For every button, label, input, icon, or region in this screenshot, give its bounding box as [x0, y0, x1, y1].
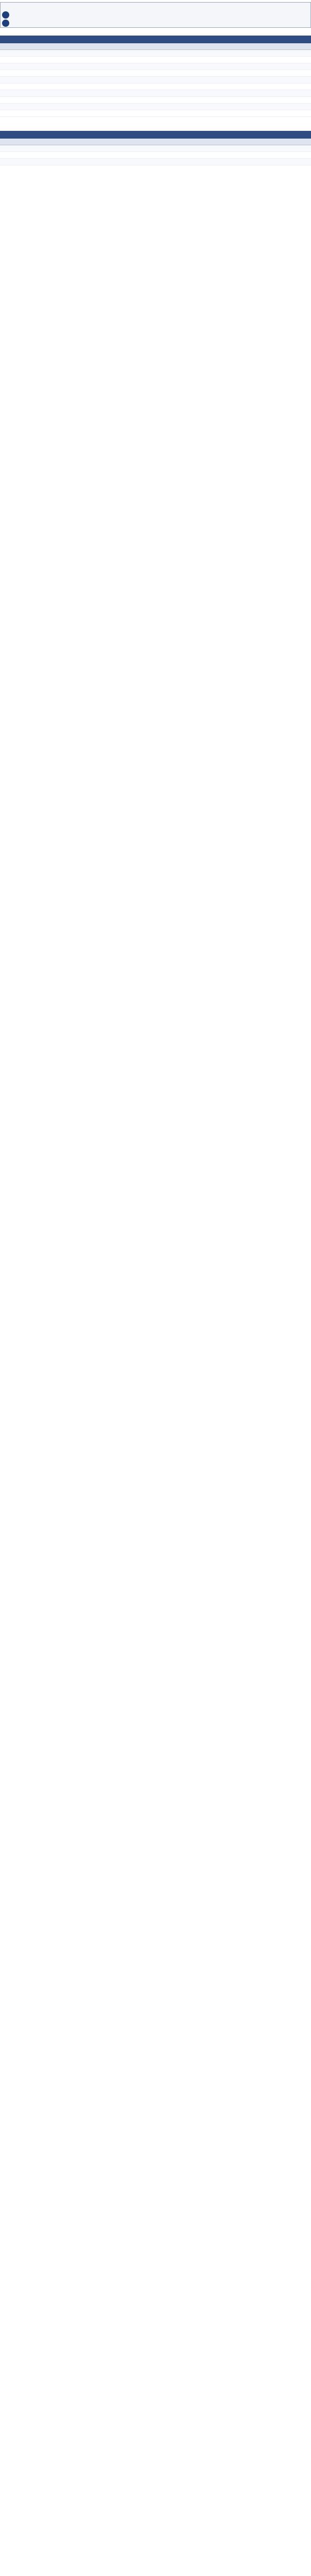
batting-stat-cell: [280, 63, 311, 70]
batting-stat-cell: [185, 83, 216, 90]
inning-runs: [272, 19, 290, 28]
batting-stat-cell: [248, 83, 280, 90]
inning-runs: [105, 19, 123, 28]
player-name-link[interactable]: [0, 152, 91, 159]
inning-label: [272, 3, 290, 11]
batting-stat-cell: [153, 57, 185, 63]
batting-stat-cell: [122, 97, 153, 104]
batting-row: [0, 104, 311, 110]
pitching-stat-cell: [229, 152, 256, 159]
pitching-stat-cell: [284, 152, 311, 159]
game-notes: [0, 117, 311, 129]
pitching-stat-cell: [284, 159, 311, 165]
team-cell: [1, 19, 87, 28]
linescore-home-row: [1, 19, 311, 28]
batting-stat-cell: [280, 90, 311, 97]
player-name-link[interactable]: [0, 70, 91, 77]
player-name-link[interactable]: [0, 77, 91, 83]
pitching-stat-cell: [256, 152, 284, 159]
pitching-stat-cell: [229, 145, 256, 152]
batting-table: [0, 43, 311, 117]
pitching-stat-cell: [256, 145, 284, 152]
inning-runs: [142, 11, 160, 19]
player-name-link[interactable]: [0, 97, 91, 104]
inning-runs: [235, 11, 253, 19]
batting-stat-cell: [122, 83, 153, 90]
pitching-column-header: [284, 139, 311, 145]
batting-stat-cell: [153, 70, 185, 77]
batting-stat-cell: [122, 104, 153, 110]
inning-runs: [290, 19, 310, 28]
inning-label: [160, 3, 179, 11]
pitching-column-header: [146, 139, 174, 145]
player-name-link[interactable]: [0, 159, 91, 165]
inning-runs: [198, 19, 216, 28]
batting-stat-cell: [122, 110, 153, 117]
batting-stat-cell: [153, 83, 185, 90]
batting-column-header: [0, 43, 91, 50]
batting-stat-cell: [248, 63, 280, 70]
batting-row: [0, 90, 311, 97]
batting-stat-cell: [217, 63, 248, 70]
pitching-stat-cell: [146, 145, 174, 152]
batting-row: [0, 70, 311, 77]
inning-runs: [235, 19, 253, 28]
batting-column-header: [185, 43, 216, 50]
batting-stat-cell: [280, 110, 311, 117]
batting-stat-cell: [122, 63, 153, 70]
batting-stat-cell: [122, 70, 153, 77]
pitching-table: [0, 139, 311, 165]
batting-stat-cell: [185, 110, 216, 117]
inning-runs: [86, 19, 105, 28]
pitching-stat-cell: [146, 152, 174, 159]
inning-runs: [253, 19, 272, 28]
batting-stat-cell: [185, 63, 216, 70]
player-name-link[interactable]: [0, 57, 91, 63]
linescore-header-row: [1, 3, 311, 11]
pitching-stat-cell: [174, 159, 201, 165]
pitching-column-header: [91, 139, 118, 145]
batting-stat-cell: [217, 90, 248, 97]
team-logo-icon: [2, 20, 9, 27]
inning-runs: [179, 19, 198, 28]
pitching-stat-cell: [201, 159, 229, 165]
batting-row: [0, 50, 311, 57]
inning-runs: [86, 11, 105, 19]
pitching-column-header: [0, 139, 91, 145]
pitching-stat-cell: [91, 152, 118, 159]
linescore-table: [0, 2, 311, 28]
pitching-column-header: [201, 139, 229, 145]
batting-stat-cell: [91, 77, 122, 83]
batting-stat-cell: [248, 50, 280, 57]
inning-runs: [272, 11, 290, 19]
batting-stat-cell: [185, 70, 216, 77]
inning-runs: [142, 19, 160, 28]
inning-runs: [290, 11, 310, 19]
batting-header-row: [0, 43, 311, 50]
linescore-away-row: [1, 11, 311, 19]
batting-stat-cell: [280, 97, 311, 104]
inning-runs: [216, 11, 235, 19]
batting-row: [0, 63, 311, 70]
pitching-column-header: [174, 139, 201, 145]
inning-label: [216, 3, 235, 11]
pitching-stat-cell: [229, 159, 256, 165]
inning-runs: [198, 11, 216, 19]
inning-runs: [123, 11, 142, 19]
pitching-column-header: [256, 139, 284, 145]
pitching-row: [0, 159, 311, 165]
batting-row: [0, 77, 311, 83]
batting-stat-cell: [91, 83, 122, 90]
batting-stat-cell: [122, 77, 153, 83]
batting-stat-cell: [153, 110, 185, 117]
batting-stat-cell: [91, 90, 122, 97]
batting-stat-cell: [217, 77, 248, 83]
batting-stat-cell: [91, 110, 122, 117]
batting-stat-cell: [122, 50, 153, 57]
batting-stat-cell: [248, 77, 280, 83]
batting-stat-cell: [217, 104, 248, 110]
batting-stat-cell: [185, 104, 216, 110]
pitching-section-title: [0, 131, 311, 139]
pitching-stat-cell: [118, 152, 146, 159]
batting-stat-cell: [217, 83, 248, 90]
inning-runs: [123, 19, 142, 28]
inning-label: [290, 3, 310, 11]
linescore-corner: [1, 3, 87, 11]
batting-stat-cell: [91, 70, 122, 77]
batting-stat-cell: [280, 77, 311, 83]
boxscore-page: [0, 0, 311, 173]
pitching-row: [0, 145, 311, 152]
batting-stat-cell: [153, 50, 185, 57]
pitching-stat-cell: [201, 152, 229, 159]
batting-stat-cell: [153, 104, 185, 110]
batting-stat-cell: [185, 97, 216, 104]
batting-row: [0, 83, 311, 90]
pitching-column-header: [118, 139, 146, 145]
batting-stat-cell: [248, 70, 280, 77]
player-name-link[interactable]: [0, 110, 91, 117]
pitching-column-header: [229, 139, 256, 145]
batting-stat-cell: [91, 97, 122, 104]
inning-label: [105, 3, 123, 11]
team-logo-icon: [2, 11, 9, 19]
inning-label: [179, 3, 198, 11]
game-boxscore: [0, 2, 311, 165]
pitching-stat-cell: [91, 145, 118, 152]
batting-stat-cell: [248, 104, 280, 110]
batting-stat-cell: [248, 57, 280, 63]
batting-stat-cell: [217, 70, 248, 77]
pitching-stat-cell: [201, 145, 229, 152]
player-name-link[interactable]: [0, 63, 91, 70]
pitching-stat-cell: [118, 145, 146, 152]
player-name-link[interactable]: [0, 83, 91, 90]
batting-stat-cell: [185, 77, 216, 83]
batting-stat-cell: [91, 57, 122, 63]
batting-stat-cell: [248, 90, 280, 97]
pitching-stat-cell: [146, 159, 174, 165]
player-name-link[interactable]: [0, 50, 91, 57]
batting-stat-cell: [153, 90, 185, 97]
pitching-stat-cell: [118, 159, 146, 165]
inning-label: [235, 3, 253, 11]
batting-stat-cell: [153, 77, 185, 83]
batting-stat-cell: [248, 110, 280, 117]
inning-label: [123, 3, 142, 11]
inning-label: [253, 3, 272, 11]
batting-stat-cell: [217, 97, 248, 104]
batting-row: [0, 57, 311, 63]
inning-runs: [160, 19, 179, 28]
batting-stat-cell: [185, 90, 216, 97]
batting-stat-cell: [91, 63, 122, 70]
inning-runs: [179, 11, 198, 19]
batting-column-header: [91, 43, 122, 50]
batting-section-title: [0, 36, 311, 43]
inning-runs: [160, 11, 179, 19]
inning-label: [86, 3, 105, 11]
inning-runs: [216, 19, 235, 28]
batting-stat-cell: [153, 63, 185, 70]
player-name-link[interactable]: [0, 104, 91, 110]
batting-stat-cell: [280, 104, 311, 110]
pitching-stat-cell: [91, 159, 118, 165]
batting-stat-cell: [248, 97, 280, 104]
batting-stat-cell: [185, 50, 216, 57]
batting-row: [0, 97, 311, 104]
pitching-row: [0, 152, 311, 159]
player-name-link[interactable]: [0, 90, 91, 97]
batting-stat-cell: [122, 57, 153, 63]
pitching-stat-cell: [284, 145, 311, 152]
batting-stat-cell: [185, 57, 216, 63]
batting-stat-cell: [153, 97, 185, 104]
batting-stat-cell: [217, 57, 248, 63]
batting-stat-cell: [280, 57, 311, 63]
team-cell: [1, 11, 87, 19]
batting-column-header: [280, 43, 311, 50]
batting-stat-cell: [280, 70, 311, 77]
inning-runs: [105, 11, 123, 19]
batting-column-header: [122, 43, 153, 50]
batting-stat-cell: [217, 110, 248, 117]
batting-row: [0, 110, 311, 117]
game-info: [0, 29, 311, 34]
batting-column-header: [217, 43, 248, 50]
batting-stat-cell: [217, 50, 248, 57]
player-name-link[interactable]: [0, 145, 91, 152]
pitching-stat-cell: [174, 145, 201, 152]
batting-stat-cell: [122, 90, 153, 97]
pitching-header-row: [0, 139, 311, 145]
batting-column-header: [153, 43, 185, 50]
batting-stat-cell: [91, 50, 122, 57]
batting-stat-cell: [280, 50, 311, 57]
inning-label: [198, 3, 216, 11]
batting-stat-cell: [91, 104, 122, 110]
inning-runs: [253, 11, 272, 19]
inning-label: [142, 3, 160, 11]
batting-column-header: [248, 43, 280, 50]
batting-stat-cell: [280, 83, 311, 90]
pitching-stat-cell: [256, 159, 284, 165]
pitching-stat-cell: [174, 152, 201, 159]
